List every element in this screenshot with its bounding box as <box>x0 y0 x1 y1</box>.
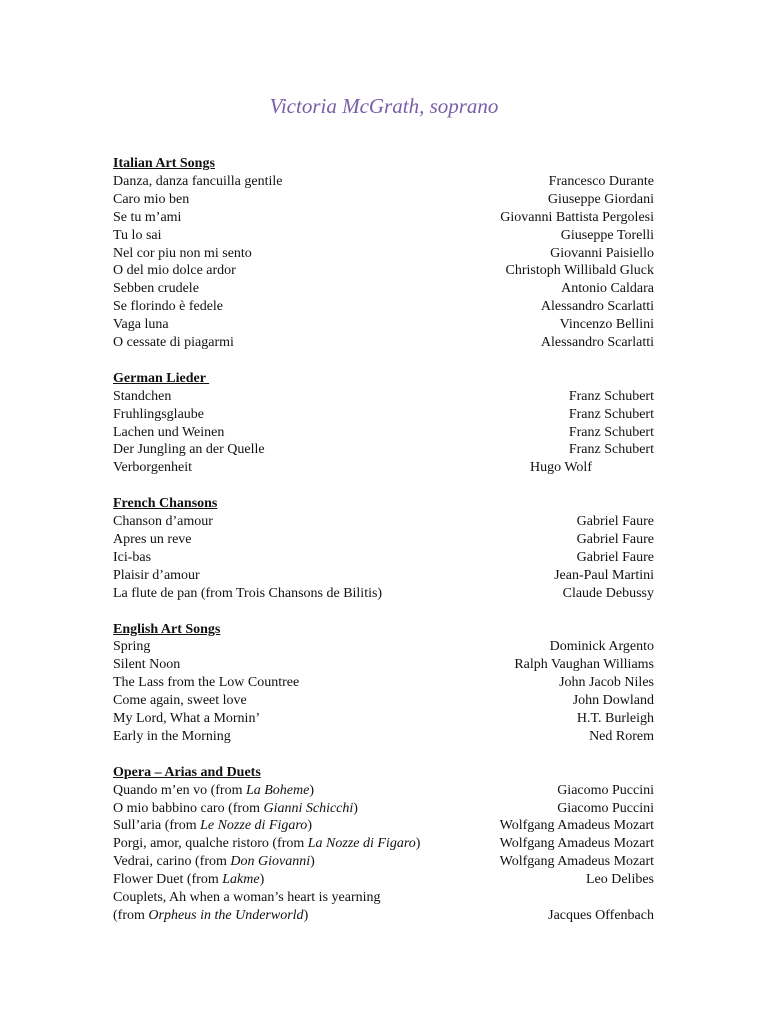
composer-name: Gabriel Faure <box>576 514 654 530</box>
repertoire-row <box>113 835 654 853</box>
repertoire-row <box>113 227 654 245</box>
composer-name: Giacomo Puccini <box>557 782 654 798</box>
closing-paren: ) <box>353 800 358 816</box>
song-title <box>113 298 223 316</box>
composer-name: Giacomo Puccini <box>557 800 654 816</box>
section-heading: Opera – Arias and Duets <box>113 764 261 780</box>
repertoire-row <box>113 728 654 746</box>
composer-name: John Jacob Niles <box>559 675 654 691</box>
song-title-text: Nel cor piu non mi sento <box>113 245 252 261</box>
composer-name: Alessandro Scarlatti <box>540 335 654 351</box>
composer-name: Claude Debussy <box>562 585 654 601</box>
composer-name: Giovanni Paisiello <box>550 245 654 261</box>
repertoire-section <box>113 155 654 352</box>
source-work: Orpheus in the Underworld <box>148 908 304 923</box>
song-title <box>113 406 204 424</box>
repertoire-section <box>113 764 654 925</box>
song-title <box>113 656 180 674</box>
repertoire-row <box>113 531 654 549</box>
song-title-text: Sebben crudele <box>113 281 199 297</box>
composer-name: Wolfgang Amadeus Mozart <box>499 836 654 852</box>
repertoire-row <box>113 245 654 263</box>
composer-name: H.T. Burleigh <box>576 711 654 727</box>
repertoire-row <box>113 280 654 298</box>
song-title <box>113 209 181 227</box>
repertoire-row <box>113 817 654 835</box>
repertoire-row <box>113 585 654 603</box>
song-title-text: Caro mio ben <box>113 191 190 207</box>
closing-paren: ) <box>307 818 312 834</box>
song-title <box>113 334 234 352</box>
composer-name: Jacques Offenbach <box>548 908 654 923</box>
song-title <box>113 835 420 853</box>
repertoire-row <box>113 298 654 316</box>
song-title-text: Quando m’en vo (from <box>113 782 246 798</box>
composer-name: Franz Schubert <box>568 388 654 404</box>
song-title-text: Fruhlingsglaube <box>113 406 204 422</box>
song-title <box>113 871 264 889</box>
song-title-text: Tu lo sai <box>113 227 162 243</box>
composer-name: Vincenzo Bellini <box>559 317 654 333</box>
song-title-text: (from <box>113 908 149 923</box>
song-title <box>113 441 265 459</box>
song-title-text: Chanson d’amour <box>113 514 213 530</box>
song-title-text: Sull’aria (from <box>113 818 201 834</box>
song-title-text: Plaisir d’amour <box>113 567 200 583</box>
repertoire-section <box>113 621 654 746</box>
song-title-text: Lachen und Weinen <box>113 424 225 440</box>
composer-name: Jean-Paul Martini <box>554 567 654 583</box>
song-title <box>113 800 358 818</box>
repertoire-row <box>113 907 654 925</box>
source-work: Gianni Schicchi <box>263 800 354 816</box>
repertoire-row <box>113 889 654 907</box>
song-title <box>113 388 171 406</box>
composer-name: Christoph Willibald Gluck <box>505 263 654 279</box>
repertoire-row <box>113 692 654 710</box>
composer-name: Ned Rorem <box>589 728 654 744</box>
composer-name: Antonio Caldara <box>561 281 654 297</box>
section-heading: English Art Songs <box>113 621 221 637</box>
song-title <box>113 459 192 477</box>
song-title <box>113 853 315 871</box>
song-title <box>113 567 200 585</box>
song-title <box>113 173 282 191</box>
repertoire-row <box>113 459 654 477</box>
song-title-text: Se tu m’ami <box>113 209 182 225</box>
composer-name: Alessandro Scarlatti <box>540 299 654 315</box>
song-title <box>113 280 199 298</box>
repertoire-row <box>113 710 654 728</box>
repertoire-row <box>113 656 654 674</box>
repertoire-row <box>113 441 654 459</box>
song-title <box>113 817 312 835</box>
closing-paren: ) <box>303 908 309 923</box>
song-title-text: Come again, sweet love <box>113 693 247 709</box>
repertoire-section <box>113 495 654 602</box>
song-title-text: Couplets, Ah when a woman’s heart is yearning <box>113 890 381 906</box>
song-title <box>113 889 381 907</box>
repertoire-row <box>113 316 654 334</box>
song-title <box>113 316 169 334</box>
composer-name: Franz Schubert <box>568 424 654 440</box>
song-title <box>113 262 236 280</box>
repertoire-row <box>113 871 654 889</box>
song-title-text: Spring <box>113 639 151 655</box>
repertoire-row <box>113 262 654 280</box>
composer-name: Gabriel Faure <box>576 549 654 565</box>
song-title-text: La flute de pan (from Trois Chansons de Bilitis) <box>113 585 383 601</box>
repertoire-row <box>113 406 654 424</box>
composer-name: Franz Schubert <box>568 406 654 422</box>
song-title-text: Vaga luna <box>113 317 169 333</box>
section-heading: French Chansons <box>113 496 218 512</box>
repertoire-row <box>113 853 654 871</box>
song-title-text: The Lass from the Low Countree <box>113 675 300 691</box>
repertoire-row <box>113 424 654 442</box>
song-title <box>113 907 308 925</box>
song-title-text: Der Jungling an der Quelle <box>113 442 265 458</box>
section-heading: German Lieder <box>113 370 210 386</box>
composer-name: Giuseppe Giordani <box>547 191 654 207</box>
repertoire-row <box>113 567 654 585</box>
source-work: Le Nozze di Figaro <box>200 818 308 834</box>
repertoire-row <box>113 191 654 209</box>
song-title <box>113 513 213 531</box>
repertoire-list <box>113 155 654 943</box>
song-title <box>113 531 192 549</box>
repertoire-row <box>113 782 654 800</box>
song-title-text: Se florindo è fedele <box>113 299 224 315</box>
composer-name: Dominick Argento <box>549 639 654 655</box>
repertoire-row <box>113 638 654 656</box>
song-title <box>113 191 189 209</box>
composer-name: Franz Schubert <box>568 442 654 458</box>
closing-paren: ) <box>415 836 421 852</box>
composer-name: John Dowland <box>572 693 654 709</box>
song-title-text: O mio babbino caro (from <box>113 800 264 816</box>
song-title-text: Porgi, amor, qualche ristoro (from <box>113 836 308 852</box>
song-title <box>113 245 252 263</box>
closing-paren: ) <box>309 782 315 798</box>
closing-paren: ) <box>310 854 315 870</box>
song-title-text: Apres un reve <box>113 532 192 547</box>
song-title <box>113 674 299 692</box>
page-title: Victoria McGrath, soprano <box>269 94 499 118</box>
source-work: La Boheme <box>245 782 310 798</box>
song-title-text: O cessate di piagarmi <box>113 335 234 351</box>
song-title <box>113 692 247 710</box>
song-title <box>113 710 260 728</box>
song-title <box>113 638 150 656</box>
repertoire-row <box>113 388 654 406</box>
closing-paren: ) <box>259 872 265 888</box>
repertoire-row <box>113 173 654 191</box>
composer-name: Wolfgang Amadeus Mozart <box>499 818 654 834</box>
song-title-text: Standchen <box>113 388 172 404</box>
song-title-text: Ici-bas <box>113 549 152 565</box>
repertoire-section <box>113 370 654 477</box>
song-title <box>113 424 224 442</box>
song-title <box>113 728 231 746</box>
repertoire-row <box>113 334 654 352</box>
composer-name: Gabriel Faure <box>576 532 654 547</box>
source-work: Don Giovanni <box>230 854 311 870</box>
song-title <box>113 549 151 567</box>
song-title-text: Vedrai, carino (from <box>113 854 231 870</box>
composer-name: Leo Delibes <box>585 872 654 888</box>
repertoire-row <box>113 209 654 227</box>
repertoire-row <box>113 800 654 818</box>
song-title <box>113 227 162 245</box>
section-heading: Italian Art Songs <box>113 156 215 171</box>
source-work: La Nozze di Figaro <box>307 836 416 852</box>
song-title-text: My Lord, What a Mornin’ <box>113 711 261 727</box>
repertoire-row <box>113 513 654 531</box>
composer-name: Ralph Vaughan Williams <box>514 657 654 673</box>
song-title-text: Early in the Morning <box>113 728 231 744</box>
song-title-text: Flower Duet (from <box>113 872 223 888</box>
repertoire-row <box>113 674 654 692</box>
song-title-text: Silent Noon <box>113 657 181 673</box>
song-title-text: O del mio dolce ardor <box>113 263 236 279</box>
composer-name: Giuseppe Torelli <box>560 227 654 243</box>
composer-name: Giovanni Battista Pergolesi <box>500 209 654 225</box>
song-title <box>113 585 382 603</box>
song-title-text: Danza, danza fancuilla gentile <box>113 173 283 189</box>
source-work: Lakme <box>222 872 260 888</box>
song-title <box>113 782 314 800</box>
composer-name: Wolfgang Amadeus Mozart <box>499 854 654 870</box>
song-title-text: Verborgenheit <box>113 460 193 476</box>
repertoire-row <box>113 549 654 567</box>
composer-name: Francesco Durante <box>548 173 654 189</box>
composer-name: Hugo Wolf <box>529 460 592 476</box>
